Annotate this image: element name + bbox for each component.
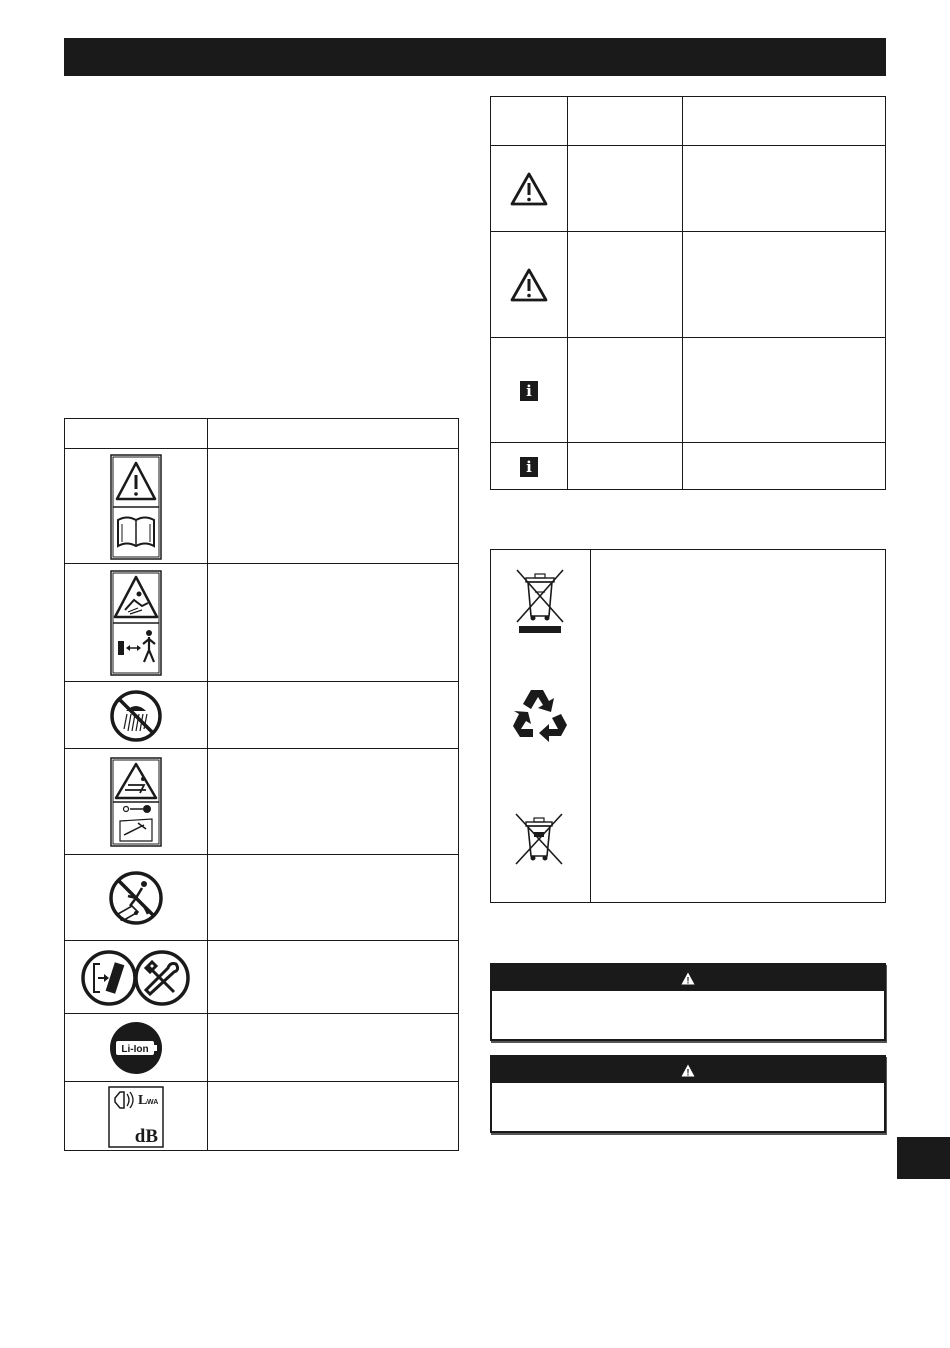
caution-triangle-icon: [510, 268, 548, 302]
signal-words-table: [490, 96, 886, 490]
warning-box: [490, 963, 886, 1041]
symbols-header-row: [65, 419, 458, 448]
no-slope-operation-icon: [108, 870, 164, 926]
symbols-table: [64, 418, 459, 1151]
warning-triangle-icon: [681, 972, 695, 985]
crossed-bin-icon: [513, 812, 565, 866]
lwa-label: L: [138, 1092, 148, 1108]
warning-read-manual-icon: [110, 454, 162, 560]
info-icon: i: [520, 457, 538, 477]
table-row: [65, 854, 458, 941]
table-row: [65, 1081, 458, 1151]
table-row: [65, 940, 458, 1014]
warning-triangle-icon: [510, 172, 548, 206]
sound-power-level-icon: [108, 1086, 164, 1148]
table-row: [491, 337, 885, 443]
table-row: [491, 145, 885, 232]
table-row: [65, 563, 458, 682]
table-row: [491, 442, 885, 490]
db-label: dB: [134, 1125, 158, 1147]
section-header-bar: [64, 38, 886, 76]
warning-symbol: !: [686, 1067, 690, 1077]
recycle-icon: [509, 684, 571, 744]
remove-battery-maintenance-icon: [80, 948, 192, 1008]
lwa-subscript: WA: [147, 1098, 159, 1106]
warning-symbol: !: [686, 975, 690, 985]
table-row: [65, 748, 458, 855]
table-row: [65, 448, 458, 564]
table-row: [65, 681, 458, 749]
signal-header-row: [491, 97, 885, 145]
table-row: [65, 1013, 458, 1082]
thrown-objects-keep-distance-icon: [110, 570, 162, 676]
warning-box: [490, 1055, 886, 1133]
page-language-tab: [897, 1137, 950, 1179]
remove-key-before-maintenance-icon: [110, 757, 162, 847]
li-ion-label: Li-Ion: [121, 1044, 149, 1055]
li-ion-battery-icon: [109, 1021, 163, 1075]
warning-triangle-icon: [681, 1064, 695, 1077]
crossed-bin-bar-icon: [513, 568, 567, 634]
info-icon: i: [520, 381, 538, 401]
table-row: [491, 231, 885, 338]
no-rain-icon: [109, 689, 163, 743]
disposal-symbols-box: [490, 549, 886, 903]
